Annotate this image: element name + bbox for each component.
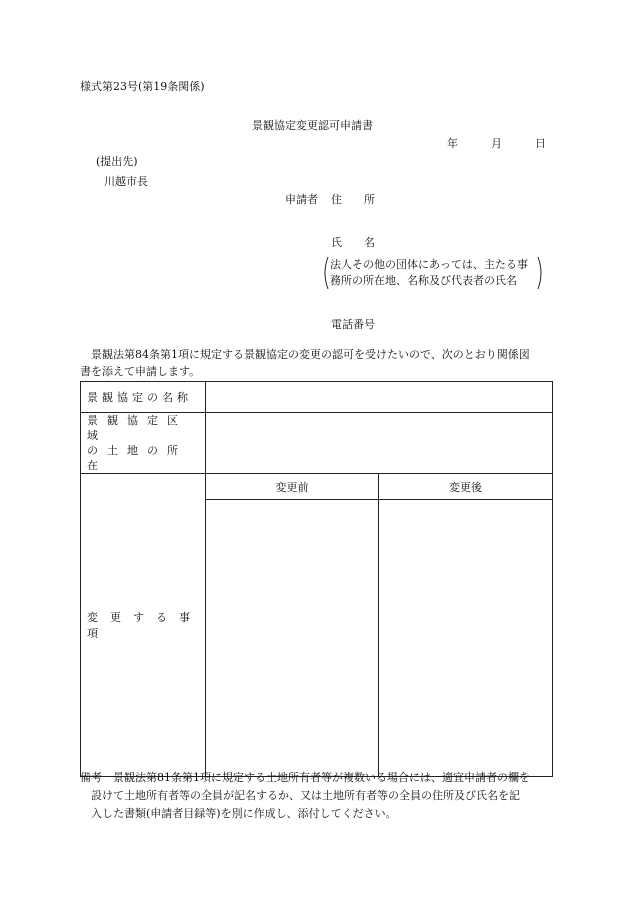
recipient-name: 川越市長 [104,175,148,188]
change-items-label: 変更する事項 [81,474,206,777]
intro-line2: 書を添えて申請します。 [80,365,201,378]
address-label: 住 所 [331,193,375,206]
date-line [447,137,546,151]
date-month: 月 [491,137,502,150]
agreement-area-label-line2: の土地の所在 [87,444,187,472]
agreement-area-label [81,413,206,474]
corporate-note-line1: 法人その他の団体にあっては、主たる事 [330,258,528,271]
remarks-line3: 入した書類(申請者目録等)を別に作成し、添付してください。 [80,807,397,820]
date-year: 年 [447,137,458,150]
recipient-label: (提出先) [96,155,138,168]
intro-paragraph [80,346,552,380]
phone-label: 電話番号 [331,318,375,331]
table-row [81,382,553,413]
before-change-field[interactable] [206,500,379,777]
remarks-line2: 設けて土地所有者等の全員が記名するか、又は土地所有者等の全員の住所及び氏名を記 [80,789,520,802]
form-number: 様式第23号(第19条関係) [80,80,205,93]
intro-line1: 景観法第84条第1項に規定する景観協定の変更の認可を受けたいので、次のとおり関係図 [80,348,530,361]
remarks [80,769,552,823]
agreement-area-label-line1: 景観協定区域 [87,414,187,442]
after-change-header: 変更後 [379,474,553,500]
application-table [80,381,553,777]
agreement-area-field[interactable] [206,413,553,474]
before-change-header: 変更前 [206,474,379,500]
agreement-name-label: 景観協定の名称 [81,382,206,413]
remarks-line1: 備考 景観法第81条第1項に規定する土地所有者等が複数いる場合には、適宜申請者の欄を [80,771,530,784]
agreement-name-field[interactable] [206,382,553,413]
corporate-note [321,256,545,290]
applicant-label: 申請者 [285,193,318,206]
table-row [81,474,553,500]
corporate-note-line2: 務所の所在地、名称及び代表者の氏名 [330,274,517,287]
table-row [81,413,553,474]
name-label: 氏 名 [331,236,375,249]
after-change-field[interactable] [379,500,553,777]
date-day: 日 [535,137,546,150]
document-title: 景観協定変更認可申請書 [252,119,373,132]
